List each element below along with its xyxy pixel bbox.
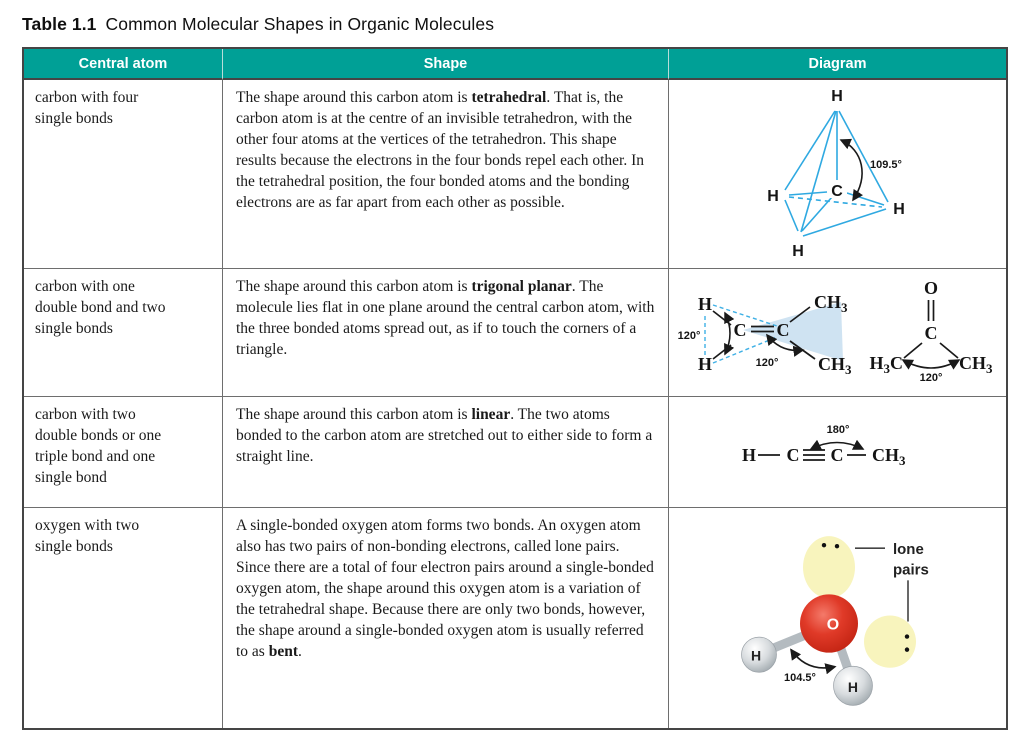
atom-label-h3c: $H_3C$ [869,353,903,376]
molecular-shapes-table [22,47,1008,730]
tetrahedron-edges [785,111,888,236]
lone-pair-lobe-top [803,536,855,598]
diagram-cell-bent [669,508,1006,728]
atom-label-h-bottom: H [697,354,713,374]
bond-angle-arrow-right [903,360,959,368]
atom-label-c-center: C [924,323,938,343]
diagram-cell-linear [669,397,1006,508]
atom-label-ch3: $CH_3$ [872,445,906,468]
atom-label-h-right: H [847,678,859,695]
diagram-cell-trigonal [669,269,1006,397]
shape-keyword: bent [268,643,299,660]
angle-label-right-120: 120° [919,372,943,384]
water-molecule-diagram [669,508,1006,728]
table-number: Table 1.1 [22,14,97,34]
atom-label-ch3-right: $CH_3$ [959,353,993,376]
header-diagram: Diagram [669,49,1006,80]
atom-label-h-top: H [697,294,713,314]
table-caption: Common Molecular Shapes in Organic Molecules [105,14,495,34]
shape-description-trigonal: The shape around this carbon atom is trigonal planar. The molecule lies flat in one plane around the central carbon atom, with the three bonded atoms spread out, as if to touch the corners of a triangle. [223,269,669,397]
atom-label-ch3-top: $CH_3$ [814,292,848,315]
atom-label-c1: C [786,445,800,465]
atom-label-o: O [923,278,939,298]
angle-label-left-120: 120° [677,330,701,342]
angle-label-bottom-120: 120° [755,357,779,369]
tetrahedral-diagram [669,80,1006,268]
atom-label-o: O [826,615,840,634]
atom-label-c-left: C [733,320,747,340]
central-atom-trigonal: carbon with one double bond and two single bonds [24,269,223,397]
bond-angle-arrow-left [725,313,730,354]
lone-pair-pointer-lines [855,548,908,621]
atom-label-c: C [831,183,843,200]
shape-description-linear: The shape around this carbon atom is linear. The two atoms bonded to the carbon atom are stretched out to either side to form a straight line. [223,397,669,508]
shape-description-bent: A single-bonded oxygen atom forms two bonds. An oxygen atom also has two pairs of non-bonding electrons, called lone pairs. Since there are a total of four electron pairs around a single-bonded oxygen atom, the shape around this oxygen atom is a variation of the tetrahedral shape. Because there are only two bonds, however, the shape around a single-bonded oxygen atom is usually referred to as bent. [223,508,669,728]
angle-label-104-5: 104.5° [784,671,816,684]
lone-pairs-label-line2: pairs [893,561,929,579]
atom-label-h: H [741,445,757,465]
atom-label-h-bottom: H [792,243,804,260]
lone-pair-lobe-right [864,615,916,667]
angle-label-109-5: 109.5° [870,159,902,171]
header-shape: Shape [223,49,669,80]
lone-pairs-label-line1: lone [893,541,924,559]
central-atom-linear: carbon with two double bonds or one triple bond and one single bond [24,397,223,508]
atom-label-c2: C [830,445,844,465]
trigonal-planar-diagram [669,269,1006,396]
shape-description-tetrahedral: The shape around this carbon atom is tetrahedral. That is, the carbon atom is at the centre of an invisible tetrahedron, with the other four atoms at the vertices of the tetrahedron. This shape results because the electrons in the four bonds repel each other. In the tetrahedral position, the four bonded atoms and the bonding electrons are as far apart from each other as possible. [223,80,669,269]
shape-keyword: tetrahedral [471,89,547,106]
central-atom-tetrahedral: carbon with four single bonds [24,80,223,269]
page-title [22,14,494,35]
atom-label-h-right: H [893,201,905,218]
central-atom-bent: oxygen with two single bonds [24,508,223,728]
atom-label-ch3-bottom: $CH_3$ [818,354,852,377]
header-central-atom: Central atom [24,49,223,80]
shape-keyword: trigonal planar [471,278,572,295]
atom-label-c-right: C [776,320,790,340]
propyne-bonds [758,450,866,460]
atom-label-h-top: H [831,88,843,105]
linear-diagram [669,397,1006,507]
shape-keyword: linear [471,406,511,423]
angle-label-180: 180° [826,424,850,436]
atom-label-h-left: H [767,188,779,205]
atom-label-h-left: H [750,647,762,664]
diagram-cell-tetrahedral [669,80,1006,269]
